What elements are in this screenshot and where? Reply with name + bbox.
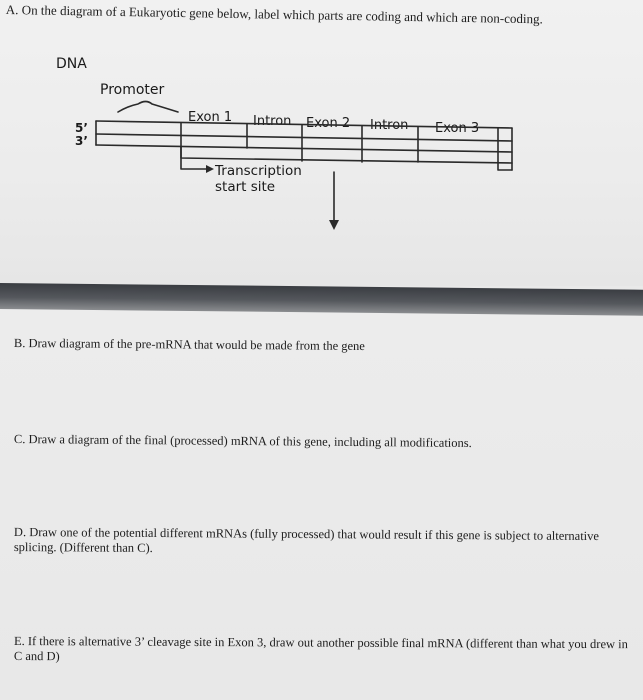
question-c: C. Draw a diagram of the final (processed) mRNA of this gene, including all modifications. xyxy=(13,432,472,450)
question-d: D. Draw one of the potential different mRNAs (fully processed) that would result if this gene is subject to alternative splicing. (Different than C). xyxy=(13,525,600,555)
five-prime-label: 5’ xyxy=(75,121,88,135)
question-b: B. Draw diagram of the pre-mRNA that would be made from the gene xyxy=(13,336,365,354)
gene-diagram-drawing xyxy=(0,0,643,300)
question-e: E. If there is alternative 3’ cleavage site in Exon 3, draw out another possible final mRNA (different than what you drew in C and D) xyxy=(13,634,628,664)
intron-1-label: Intron xyxy=(253,114,292,129)
dna-strand-top xyxy=(96,121,512,128)
intron-2-label: Intron xyxy=(370,118,409,133)
downward-arrowhead xyxy=(329,220,339,230)
exon-1-label: Exon 1 xyxy=(188,110,233,125)
exon-3-label: Exon 3 xyxy=(435,121,480,136)
exon-2-label: Exon 2 xyxy=(306,116,351,131)
dna-strand-middle xyxy=(96,134,512,141)
three-prime-label: 3’ xyxy=(75,134,88,148)
dna-strand-bottom xyxy=(96,145,512,152)
transcription-start-label: Transcription start site xyxy=(215,163,302,195)
promoter-label: Promoter xyxy=(100,82,165,98)
dna-label: DNA xyxy=(56,56,87,72)
promoter-bracket xyxy=(118,102,178,113)
transcription-start-arrowhead xyxy=(206,165,214,173)
dna-right-box xyxy=(498,152,512,170)
question-a: A. On the diagram of a Eukaryotic gene below, label which parts are coding and which are non-coding. xyxy=(5,2,543,27)
